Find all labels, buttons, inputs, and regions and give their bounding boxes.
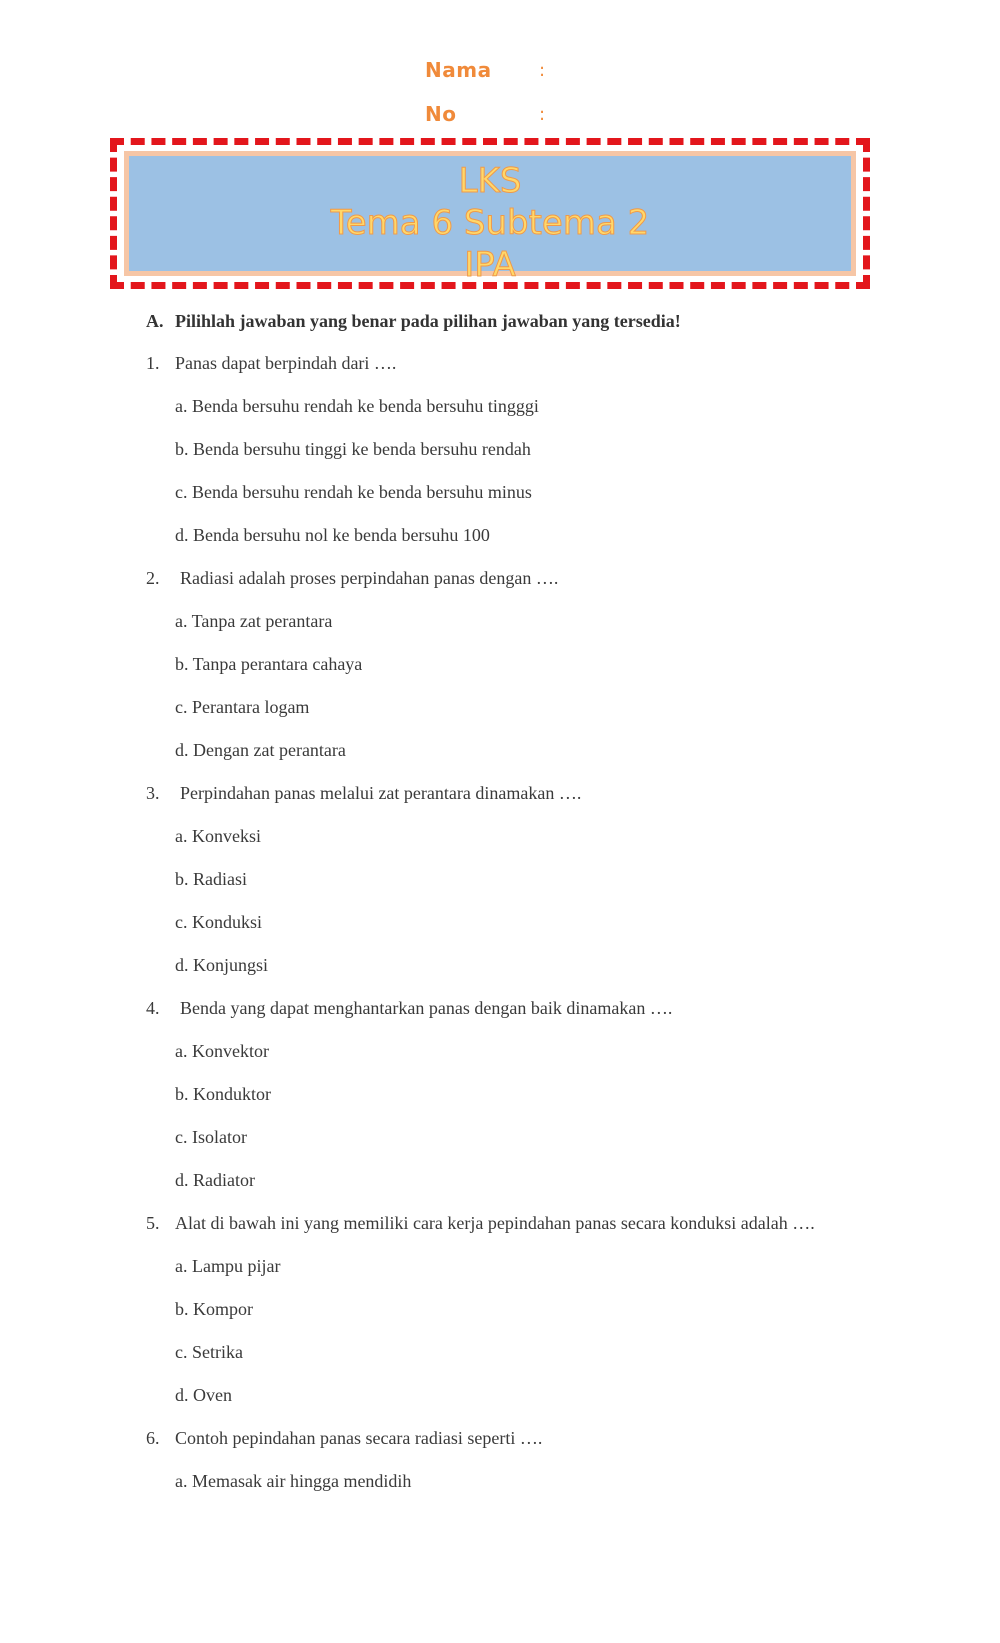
question-3-option-c: c. Konduksi bbox=[175, 912, 262, 932]
question-4-option-d: d. Radiator bbox=[175, 1170, 255, 1190]
number-label: No bbox=[425, 102, 457, 126]
question-2-option-c: c. Perantara logam bbox=[175, 697, 310, 717]
question-2-number: 2. bbox=[146, 568, 160, 588]
question-5-option-d: d. Oven bbox=[175, 1385, 232, 1405]
title-line-lks: LKS bbox=[458, 161, 522, 201]
question-5-text: Alat di bawah ini yang memiliki cara kerja pepindahan panas secara konduksi adalah …. bbox=[175, 1213, 815, 1233]
question-1-number: 1. bbox=[146, 353, 160, 373]
question-2-option-a: a. Tanpa zat perantara bbox=[175, 611, 333, 631]
question-4-number: 4. bbox=[146, 998, 160, 1018]
section-letter: A. bbox=[146, 311, 164, 331]
name-colon: : bbox=[539, 60, 546, 81]
name-label: Nama bbox=[425, 58, 492, 82]
section-instruction: Pilihlah jawaban yang benar pada pilihan jawaban yang tersedia! bbox=[175, 311, 681, 331]
question-2-text: Radiasi adalah proses perpindahan panas dengan …. bbox=[180, 568, 559, 588]
question-4-option-a: a. Konvektor bbox=[175, 1041, 269, 1061]
question-1-option-b: b. Benda bersuhu tinggi ke benda bersuhu rendah bbox=[175, 439, 531, 459]
question-5-option-b: b. Kompor bbox=[175, 1299, 253, 1319]
question-2-option-d: d. Dengan zat perantara bbox=[175, 740, 346, 760]
question-4-text: Benda yang dapat menghantarkan panas dengan baik dinamakan …. bbox=[180, 998, 673, 1018]
title-line-theme: Tema 6 Subtema 2 bbox=[330, 203, 650, 243]
question-6-number: 6. bbox=[146, 1428, 160, 1448]
question-4-option-b: b. Konduktor bbox=[175, 1084, 271, 1104]
question-6-option-a: a. Memasak air hingga mendidih bbox=[175, 1471, 412, 1491]
question-5-option-a: a. Lampu pijar bbox=[175, 1256, 281, 1276]
question-6-text: Contoh pepindahan panas secara radiasi seperti …. bbox=[175, 1428, 543, 1448]
title-line-subject: IPA bbox=[464, 245, 516, 285]
question-3-option-d: d. Konjungsi bbox=[175, 955, 269, 975]
question-4-option-c: c. Isolator bbox=[175, 1127, 247, 1147]
question-3-number: 3. bbox=[146, 783, 160, 803]
question-3-option-b: b. Radiasi bbox=[175, 869, 247, 889]
question-2-option-b: b. Tanpa perantara cahaya bbox=[175, 654, 363, 674]
question-3-text: Perpindahan panas melalui zat perantara dinamakan …. bbox=[180, 783, 582, 803]
question-1-option-a: a. Benda bersuhu rendah ke benda bersuhu tingggi bbox=[175, 396, 539, 416]
question-5-number: 5. bbox=[146, 1213, 160, 1233]
number-colon: : bbox=[539, 104, 546, 125]
title-banner-inner bbox=[124, 151, 856, 285]
question-1-text: Panas dapat berpindah dari …. bbox=[175, 353, 397, 373]
question-1-option-c: c. Benda bersuhu rendah ke benda bersuhu minus bbox=[175, 482, 532, 502]
question-1-option-d: d. Benda bersuhu nol ke benda bersuhu 100 bbox=[175, 525, 490, 545]
question-3-option-a: a. Konveksi bbox=[175, 826, 261, 846]
question-5-option-c: c. Setrika bbox=[175, 1342, 243, 1362]
title-banner bbox=[110, 138, 870, 289]
